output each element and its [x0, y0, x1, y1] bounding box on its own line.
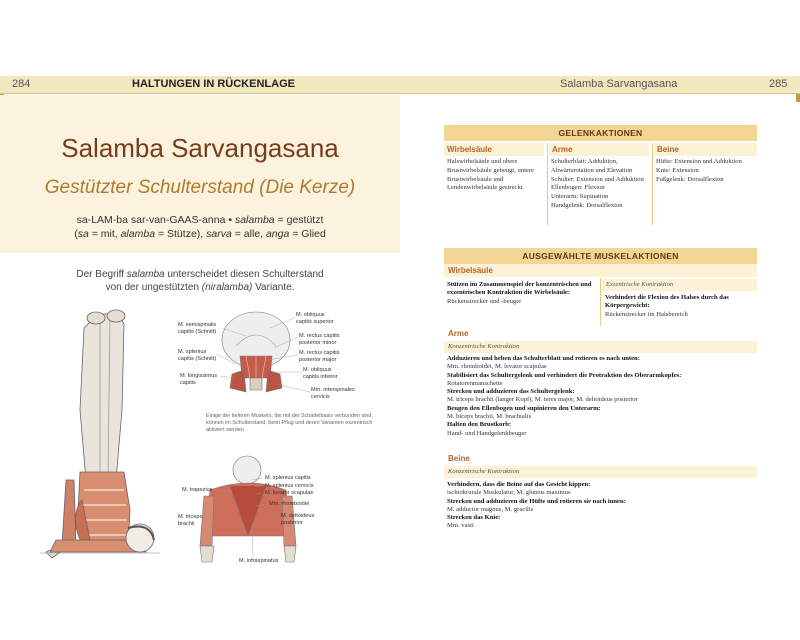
title-block — [0, 95, 400, 253]
label-triceps: M. triceps brachii — [178, 514, 203, 527]
gelenk-divider-1 — [547, 143, 548, 225]
pronunciation: sa-LAM-ba sar-van-GAAS-anna • salamba = gestützt (sa = mit, alamba = Stütze), sarva = alle, anga = Glied — [74, 214, 326, 240]
label-splenius-capitis-cut: M. splenius capitis (Schnitt) — [178, 349, 217, 362]
figure-caption: Einige der tieferen Muskeln, die mit der Schädelbasis verbunden sind, können im Schulterstand, beim Pflug und deren Varianten exzentrisch aktiviert werden. — [206, 413, 373, 433]
gelenkaktionen-header: GELENKAKTIONEN — [444, 125, 757, 141]
label-infraspinatus: M. infraspinatus — [239, 558, 279, 564]
right-page-number: 285 — [769, 78, 788, 90]
gelenk-divider-2 — [652, 143, 653, 225]
gelenk-beine-text: Hüfte: Extension und Adduktion Knie: Extension Fußgelenk: Dorsalflexion — [656, 158, 742, 183]
label-splenius-capitis: M. splenius capitis — [265, 475, 311, 481]
right-running-title: Salamba Sarvangasana — [560, 78, 678, 90]
label-longissimus: M. longissimus capitis — [180, 373, 217, 386]
label-levator-scapulae: M. levator scapulae — [265, 490, 314, 496]
muskelaktionen-header: AUSGEWÄHLTE MUSKELAKTIONEN — [444, 248, 757, 264]
body-figure — [46, 310, 154, 558]
muskel-beine-head: Beine — [444, 452, 757, 465]
left-running-title: HALTUNGEN IN RÜCKENLAGE — [132, 78, 295, 90]
label-obliquus-superior: M. obliquus capitis superior — [296, 312, 334, 325]
muskel-arme-head: Arme — [444, 327, 757, 340]
label-rhomboidei: Mm. rhomboidei — [269, 501, 310, 507]
gelenk-arme-text: Schulterblatt: Adduktion, Abwärtsrotation und Elevation Schulter: Extension und Adduktion Ellenbogen: Flexion Unterarm: Supination Handgelenk: Dorsalflexion — [551, 158, 644, 209]
arme-block: Adduzieren und heben das Schulterblatt und rotieren es nach unten: Mm. rhomboidei, M. levator scapulae Stabilisiert das Schultergelenk und verhindert die Protraktion des Oberarmkopfes: Rotatorenmanschette Strecken und adduzieren das Schultergelenk: M. triceps brachii (langer Kopf), M. teres major, M. deltoideus posterior Beugen den Ellenbogen und supinieren den Unterarm: M. biceps brachii, M. brachialis Halten den Brustkorb: Hand- und Handgelenkbeuger — [447, 355, 682, 437]
ws-right-kin: Exzentrische Kontraktion — [602, 279, 757, 291]
beine-kin: Konzentrische Kontraktion — [444, 466, 757, 478]
label-interspinales: Mm. interspinales cervicis — [311, 387, 355, 400]
label-deltoideus: M. deltoideus posterior — [281, 513, 315, 526]
gelenk-col-wirbelsaeule-head: Wirbelsäule — [444, 143, 544, 156]
left-page-header — [0, 76, 400, 94]
right-page-header — [400, 76, 800, 94]
pose-subtitle: Gestützter Schulterstand (Die Kerze) — [44, 177, 356, 198]
label-rectus-minor: M. rectus capitis posterior minor — [299, 333, 340, 346]
label-obliquus-inferior: M. obliquus capitis inferior — [303, 367, 338, 380]
gelenk-col-beine-head: Beine — [654, 143, 757, 156]
muskel-wirbelsaeule-head: Wirbelsäule — [444, 264, 757, 277]
right-edge-mark — [796, 94, 800, 102]
label-splenius-cervicis: M. splenius cervicis — [265, 483, 314, 489]
pose-title: Salamba Sarvangasana — [61, 133, 339, 163]
back-muscle-figure — [200, 456, 296, 562]
ws-right-block: Verhindert die Flexion des Halses durch das Körpergewicht: Rückenstrecker im Halsbereich — [605, 294, 729, 318]
label-trapezius: M. trapezius — [182, 487, 213, 493]
gelenk-wirbelsaeule-text: Halswirbelsäule und obere Brustwirbelsäule gebeugt, untere Brustwirbelsäule und Lendenwirbelsäule gestreckt — [447, 158, 534, 192]
arme-kin: Konzentrische Kontraktion — [444, 341, 757, 353]
label-rectus-major: M. rectus capitis posterior major — [299, 350, 340, 363]
label-semispinalis: M. semispinalis capitis (Schnitt) — [178, 322, 217, 335]
intro-text: Der Begriff salamba unterscheidet diesen Schulterstand von der ungestützten (niralamba) Variante. — [76, 269, 324, 293]
ws-divider — [600, 278, 601, 326]
ws-left-block: Stützen im Zusammenspiel der konzentrischen und exzentrischen Kontraktion die Wirbelsäule: Rückenstrecker und -beuger — [447, 281, 592, 305]
gelenk-col-arme-head: Arme — [549, 143, 649, 156]
shoulderstand-illustration — [0, 300, 400, 600]
beine-block: Verhindern, dass die Beine auf das Gesicht kippen: ischiokrurale Muskulatur, M. gluteus maximus Strecken und adduzieren die Hüfte und rotieren sie nach innen: M. adductor magnus, M. gracilis Strecken das Knie: Mm. vasti — [447, 481, 626, 530]
left-page-number: 284 — [12, 78, 31, 90]
